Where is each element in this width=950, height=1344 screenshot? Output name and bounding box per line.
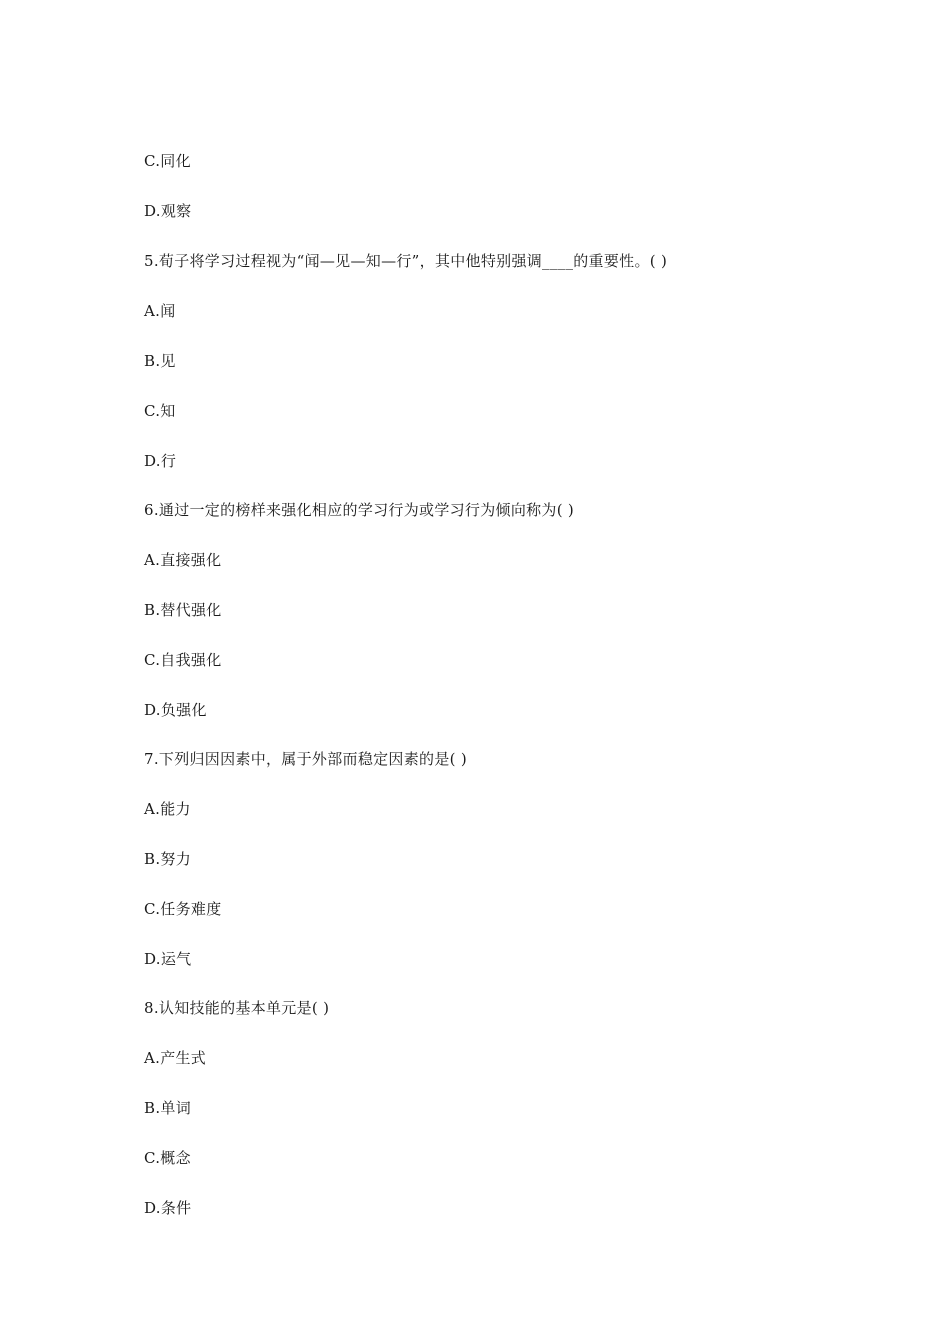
option-c-assimilation: C.同化: [144, 152, 191, 170]
q5-option-a: A.闻: [144, 302, 176, 320]
q8-option-a: A.产生式: [144, 1049, 207, 1067]
q8-option-c: C.概念: [144, 1149, 191, 1167]
q6-option-a: A.直接强化: [144, 551, 222, 569]
q7-option-b: B.努力: [144, 850, 191, 868]
q6-option-b: B.替代强化: [144, 601, 222, 619]
q8-option-d: D.条件: [144, 1199, 192, 1217]
q5-option-d: D.行: [144, 452, 177, 470]
q5-option-b: B.见: [144, 352, 176, 370]
q7-option-a: A.能力: [144, 800, 191, 818]
q8-option-b: B.单词: [144, 1099, 191, 1117]
question-6: 6.通过一定的榜样来强化相应的学习行为或学习行为倾向称为( ): [144, 501, 575, 519]
question-5: 5.荀子将学习过程视为“闻—见—知—行”，其中他特别强调____的重要性。( ): [144, 252, 668, 270]
q7-option-c: C.任务难度: [144, 900, 222, 918]
q5-option-c: C.知: [144, 402, 176, 420]
q6-option-d: D.负强化: [144, 701, 207, 719]
q6-option-c: C.自我强化: [144, 651, 222, 669]
question-8: 8.认知技能的基本单元是( ): [144, 999, 330, 1017]
question-7: 7.下列归因因素中，属于外部而稳定因素的是( ): [144, 750, 467, 768]
q7-option-d: D.运气: [144, 950, 192, 968]
option-d-observation: D.观察: [144, 202, 192, 220]
